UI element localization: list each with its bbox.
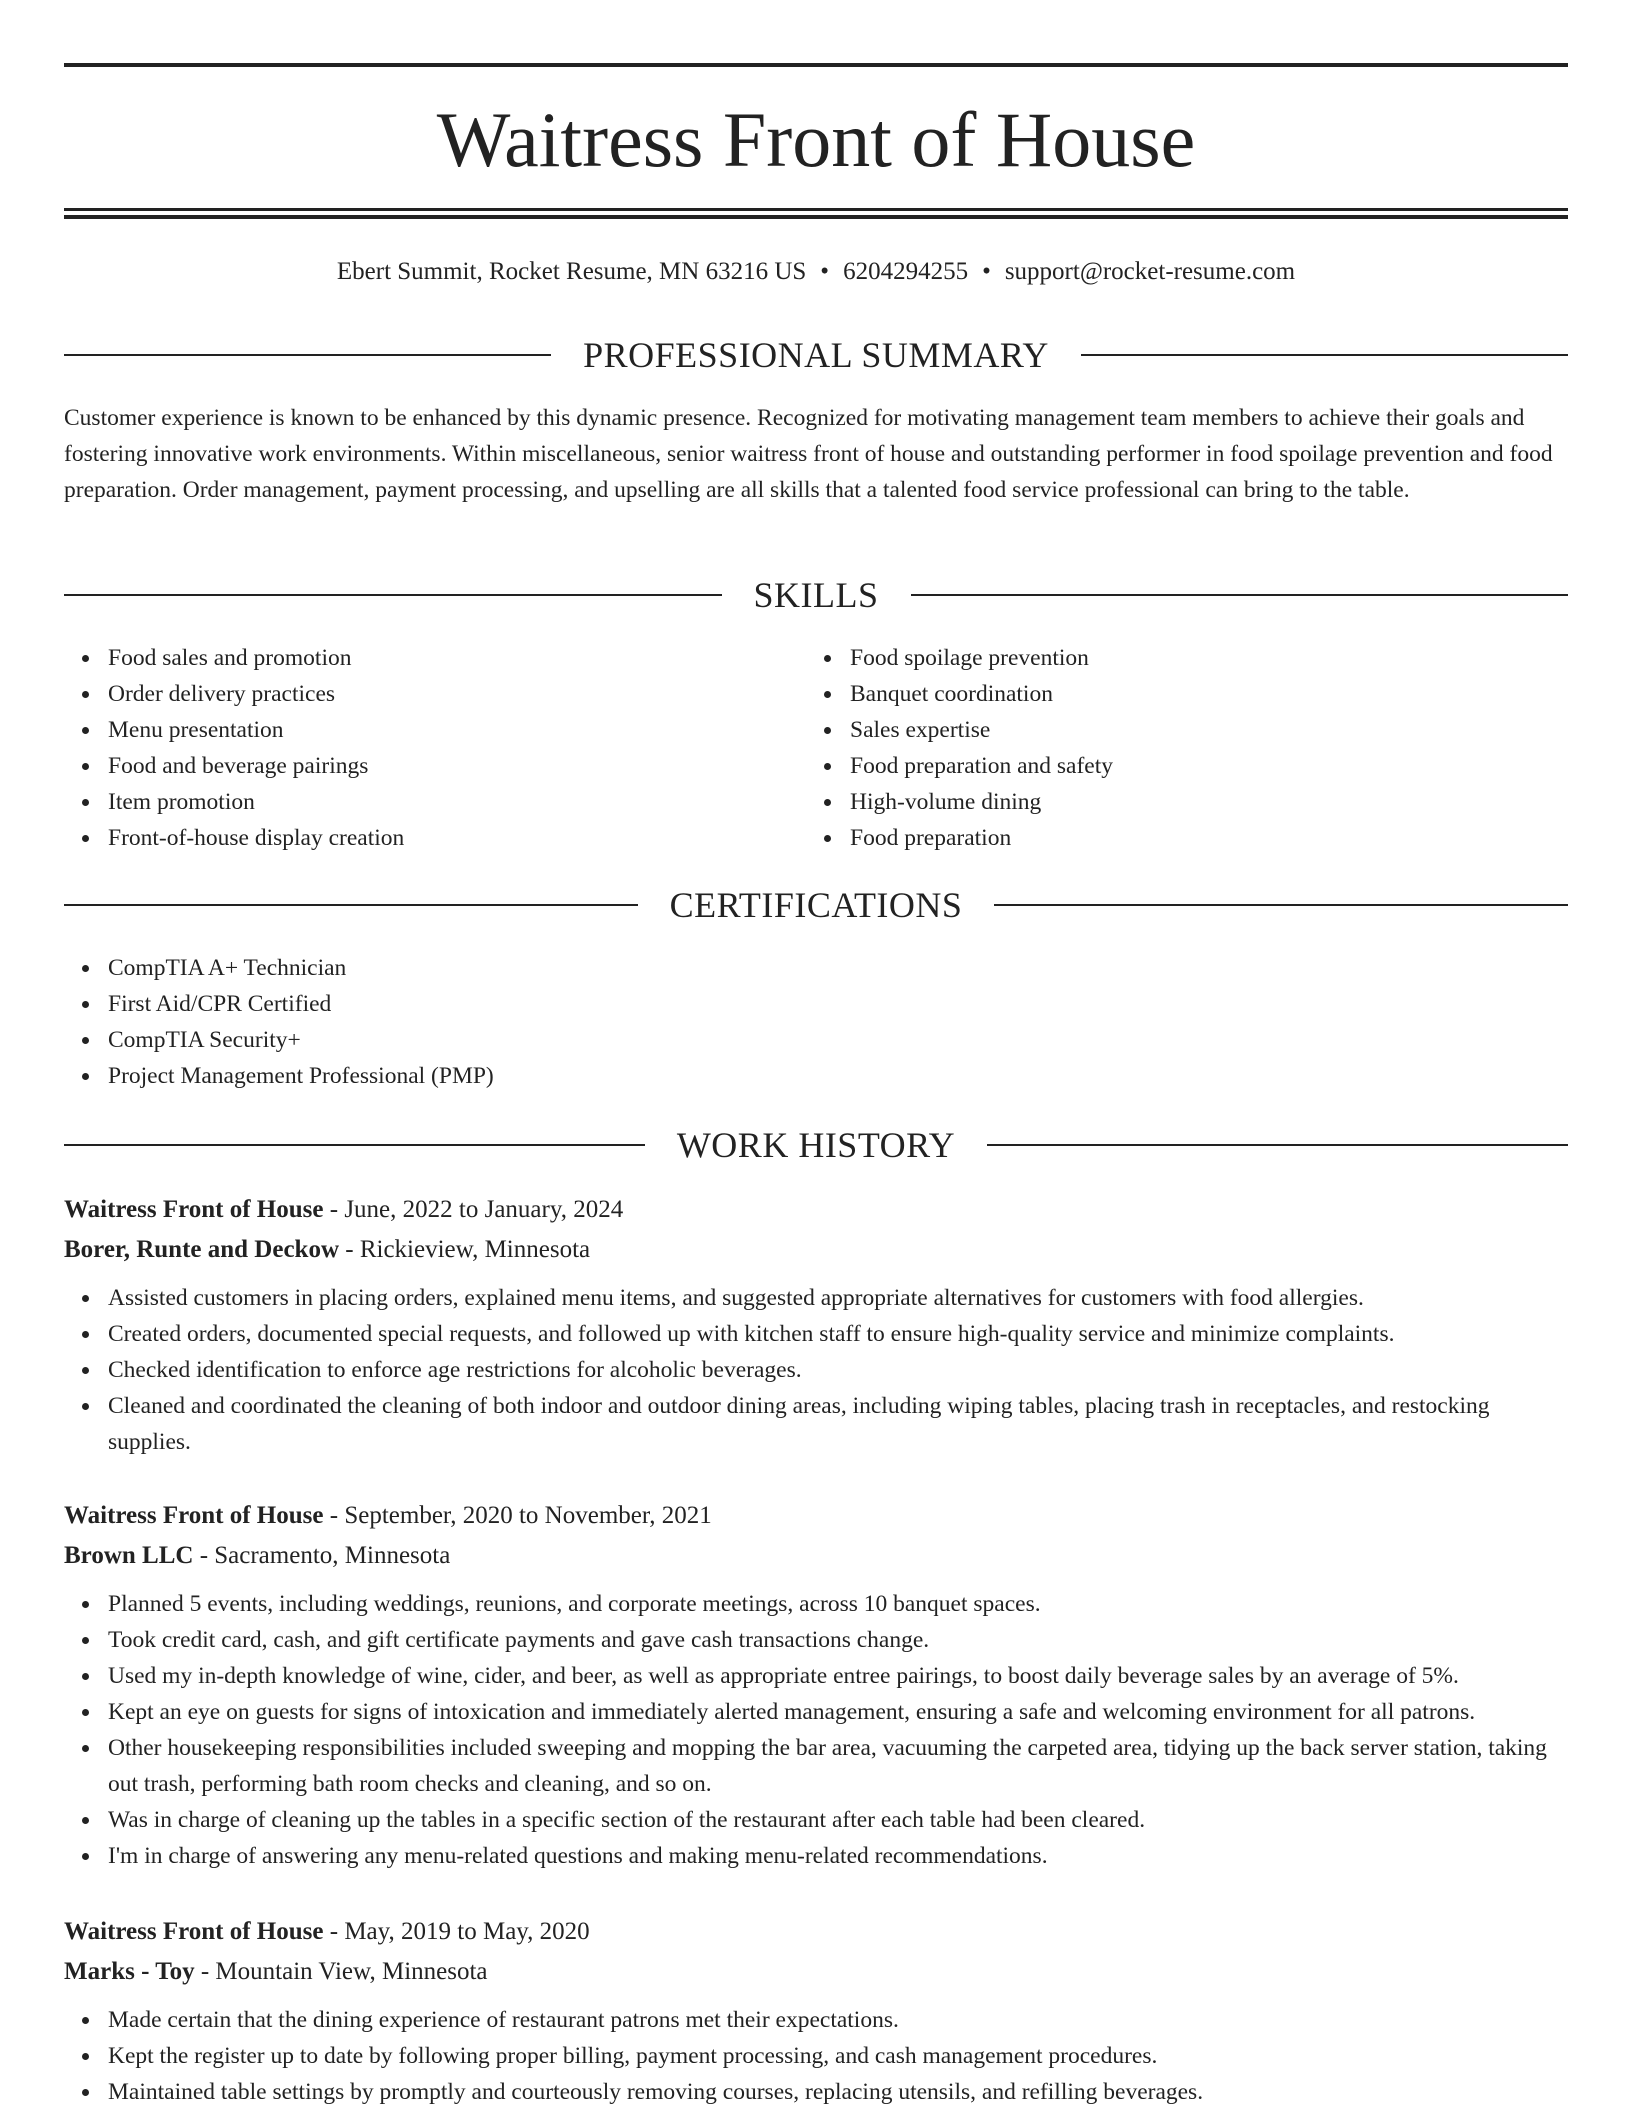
job-entry (64, 1190, 1568, 1460)
job-dates: - September, 2020 to November, 2021 (323, 1502, 712, 1529)
skill-item: Food preparation (850, 820, 1546, 856)
job-company: Marks - Toy (64, 1958, 195, 1985)
job-title: Waitress Front of House (64, 1918, 324, 1945)
heading-rule-right (911, 594, 1569, 596)
contact-email: support@rocket-resume.com (1004, 258, 1296, 285)
job-duty: Created orders, documented special requests, and followed up with kitchen staff to ensure high-quality service and minimize complaints. (108, 1316, 1568, 1352)
heading-rule-left (64, 1144, 645, 1146)
summary-heading (64, 333, 1568, 377)
skills-list-left (64, 640, 804, 856)
job-duty: Planned 5 events, including weddings, reunions, and corporate meetings, across 10 banquet spaces. (108, 1586, 1568, 1622)
job-entry (64, 1912, 1568, 2110)
work-history-heading (64, 1123, 1568, 1167)
job-company-line (64, 1952, 1568, 1992)
work-history-heading-text: WORK HISTORY (676, 1125, 956, 1165)
job-duty: Was in charge of cleaning up the tables in a specific section of the restaurant after each table had been cleared. (108, 1802, 1568, 1838)
header-rule-upper (64, 208, 1568, 211)
job-title-line (64, 1912, 1568, 1952)
skill-item: Food preparation and safety (850, 748, 1546, 784)
skills-column-right (806, 640, 1546, 856)
skills-heading-text: SKILLS (753, 575, 879, 615)
certifications-block (64, 950, 1568, 1094)
skill-item: High-volume dining (850, 784, 1546, 820)
job-duty: Took credit card, cash, and gift certificate payments and gave cash transactions change. (108, 1622, 1568, 1658)
certifications-list (64, 950, 1568, 1094)
job-dates: - June, 2022 to January, 2024 (323, 1196, 624, 1223)
heading-rule-right (987, 1144, 1568, 1146)
skill-item: Sales expertise (850, 712, 1546, 748)
job-duties (64, 1586, 1568, 1874)
job-duties (64, 1280, 1568, 1460)
skill-item: Banquet coordination (850, 676, 1546, 712)
job-entry (64, 1496, 1568, 1874)
job-dates: - May, 2019 to May, 2020 (323, 1918, 590, 1945)
job-duty: Kept the register up to date by following proper billing, payment processing, and cash management procedures. (108, 2038, 1568, 2074)
job-duty: Kept an eye on guests for signs of intoxication and immediately alerted management, ensuring a safe and welcoming environment for all patrons. (108, 1694, 1568, 1730)
skill-item: Food and beverage pairings (108, 748, 804, 784)
resume-name: Waitress Front of House (436, 96, 1196, 183)
job-duties (64, 2002, 1568, 2110)
certification-item: First Aid/CPR Certified (108, 986, 1568, 1022)
certifications-heading-text: CERTIFICATIONS (669, 885, 963, 925)
job-duty: I'm in charge of answering any menu-related questions and making menu-related recommendations. (108, 1838, 1568, 1874)
job-company-line (64, 1230, 1568, 1270)
job-company: Brown LLC (64, 1542, 194, 1569)
skill-item: Front-of-house display creation (108, 820, 804, 856)
heading-rule-left (64, 354, 551, 356)
skill-item: Order delivery practices (108, 676, 804, 712)
job-duty: Checked identification to enforce age restrictions for alcoholic beverages. (108, 1352, 1568, 1388)
header-rule-lower (64, 215, 1568, 219)
skill-item: Food sales and promotion (108, 640, 804, 676)
job-company-line (64, 1536, 1568, 1576)
job-title: Waitress Front of House (64, 1196, 324, 1223)
contact-separator: • (982, 258, 991, 285)
certifications-heading (64, 883, 1568, 927)
skills-column-left (64, 640, 804, 856)
contact-phone: 6204294255 (843, 258, 969, 285)
summary-heading-text: PROFESSIONAL SUMMARY (583, 335, 1049, 375)
certification-item: CompTIA A+ Technician (108, 950, 1568, 986)
heading-rule-right (994, 904, 1568, 906)
job-location: - Mountain View, Minnesota (194, 1958, 488, 1985)
job-duty: Cleaned and coordinated the cleaning of both indoor and outdoor dining areas, including wiping tables, placing trash in receptacles, and restocking supplies. (108, 1388, 1568, 1460)
top-rule (64, 63, 1568, 67)
job-duty: Maintained table settings by promptly and courteously removing courses, replacing utensils, and refilling beverages. (108, 2074, 1568, 2110)
job-title-line (64, 1190, 1568, 1230)
job-duty: Assisted customers in placing orders, explained menu items, and suggested appropriate alternatives for customers with food allergies. (108, 1280, 1568, 1316)
skills-list-right (806, 640, 1546, 856)
certification-item: Project Management Professional (PMP) (108, 1058, 1568, 1094)
contact-separator: • (820, 258, 830, 285)
contact-address: Ebert Summit, Rocket Resume, MN 63216 US (336, 258, 807, 285)
heading-rule-left (64, 904, 638, 906)
job-duty: Other housekeeping responsibilities included sweeping and mopping the bar area, vacuuming the carpeted area, tidying up the back server station, taking out trash, performing bath room checks and cleaning, and so on. (108, 1730, 1568, 1802)
skills-heading (64, 573, 1568, 617)
skill-item: Item promotion (108, 784, 804, 820)
heading-rule-left (64, 594, 722, 596)
skill-item: Food spoilage prevention (850, 640, 1546, 676)
certification-item: CompTIA Security+ (108, 1022, 1568, 1058)
job-location: - Sacramento, Minnesota (193, 1542, 451, 1569)
job-duty: Made certain that the dining experience of restaurant patrons met their expectations. (108, 2002, 1568, 2038)
job-location: - Rickieview, Minnesota (339, 1236, 591, 1263)
job-title-line (64, 1496, 1568, 1536)
job-company: Borer, Runte and Deckow (64, 1236, 340, 1263)
heading-rule-right (1081, 354, 1568, 356)
job-duty: Used my in-depth knowledge of wine, cider, and beer, as well as appropriate entree pairings, to boost daily beverage sales by an average of 5%. (108, 1658, 1568, 1694)
summary-text: Customer experience is known to be enhanced by this dynamic presence. Recognized for motivating management team members to achieve their goals and fostering innovative work environments. Within miscellaneous, senior waitress front of house and outstanding performer in food spoilage prevention and food preparation. Order management, payment processing, and upselling are all skills that a talented food service professional can bring to the table. (64, 405, 1553, 503)
skill-item: Menu presentation (108, 712, 804, 748)
contact-line (64, 255, 1568, 289)
job-title: Waitress Front of House (64, 1502, 324, 1529)
